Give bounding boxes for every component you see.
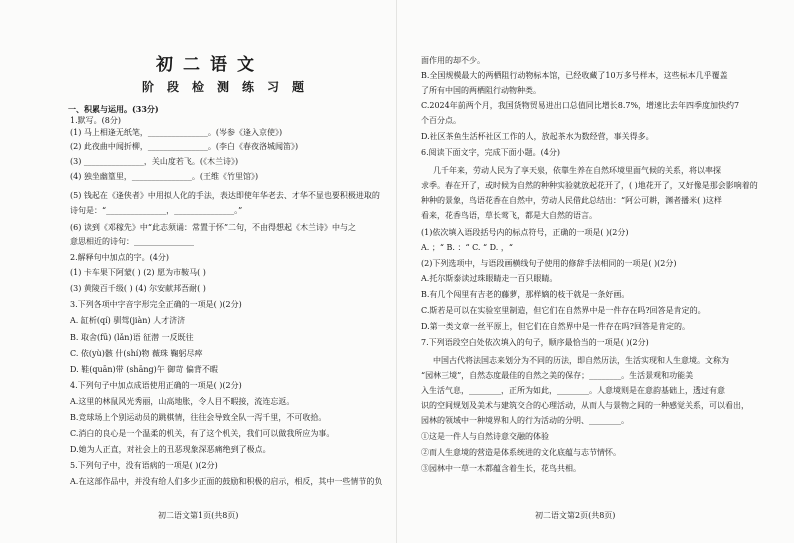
exam-subtitle: 阶段检测练习题 <box>142 80 318 94</box>
option-line: B.竞球场上个别运动员的跳棋情，往往会导致全队一泻千里，不可收拾。 <box>70 413 327 422</box>
question-line: 7.下列语段空白处依次填入的句子，顺序最恰当的一项是( )(2分) <box>421 338 649 347</box>
question-line: 5.下列句子中，没有语病的一项是( )(2分) <box>70 461 218 470</box>
option-line: A.这里的林鼠风光秀丽，山高地胀，令人目不暇接，流连忘返。 <box>70 397 295 406</box>
option-line: A. ；“ B. ：“ C. “ D. ，“ <box>421 243 513 252</box>
question-line: (6) 读到《邓稼先》中“此志须诵：常置于怀”二句，不由得想起《木兰诗》中与之 <box>70 223 357 232</box>
option-line: A.在这部作品中，并没有给人们多少正面的鼓励和积极的启示，相反，其中一些情节的负 <box>70 477 383 486</box>
question-line: (1) 卡车果下阿蒙( ) (2) 愿为市鞍马( ) <box>70 268 206 277</box>
choice-sentence: ②而人生意境的营造是体系统进的文化底蕴与志节情怀。 <box>421 448 621 457</box>
passage-line: 求季。春在开了，或时候为自然的种种实验就放起花开了，( )地花开了，又好像是那会影响着的 <box>421 181 758 190</box>
question-line: (2) 此夜曲中闻折柳，_______________。(李白《春夜洛城闻笛》) <box>70 142 299 151</box>
option-line: D.她为人正直，对社会上的丑恶现象深恶痛绝到了极点。 <box>70 445 271 454</box>
passage-line: 入生活气息，________，正所为如此，________。人意境则是在意韵基础上，透过有意 <box>421 386 725 395</box>
question-line: (3) 黄陵百千级( ) (4) 尔安献邦吾耐( ) <box>70 284 206 293</box>
question-line: 意思相近的诗句：_______________ <box>70 237 194 246</box>
page-right <box>397 0 794 543</box>
option-line: B. 取舍(fū) (lǎn)语 征潜 一反既往 <box>70 333 194 342</box>
passage-line: “园林三境”，自然态度最佳的自然之美的保存；________。生活景观和功能美 <box>421 371 694 380</box>
question-line: 1.默写。(8分) <box>70 116 121 125</box>
question-line: 6.阅读下面文字，完成下面小题。(4分) <box>421 148 560 157</box>
question-line: 3.下列各项中字音字形完全正确的一项是( )(2分) <box>70 300 242 309</box>
passage-line: 识的空间规划及美术与建筑交合的心理活动，从而人与景物之间的一种感觉关系，可以看出， <box>421 401 749 410</box>
option-line: 个百分点。 <box>421 116 461 125</box>
option-line: B.全国规模最大的两栖阻行动物标本馆，已经收藏了10万多号样本，这些标本几乎覆盖 <box>421 71 728 80</box>
option-line: C.消白的良心是一个温柔的机关，有了这个机关，我们可以做我所应为事。 <box>70 429 335 438</box>
question-line: (4) 独坐幽篁里，_______________。(王维《竹里馆》) <box>70 172 259 181</box>
option-line: C. 依(yù)骸 什(shí)物 薇珠 鞠躬尽瘁 <box>70 349 203 358</box>
question-line: (1)依次填入语段括号内的标点符号，正确的一项是( )(2分) <box>421 228 629 237</box>
choice-sentence: ①这是一件人与自然诗意交融的体验 <box>421 432 549 441</box>
option-line: C.2024年前两个月，我国货物贸易进出口总值同比增长8.7%，增速比去年四季度加快约7 <box>421 101 740 110</box>
option-line: D.社区茶鱼生活杯社区工作的人，放起茶水为数经营，事关得多。 <box>421 132 654 141</box>
question-line: (3) _______________，关山度若飞。(《木兰诗》) <box>70 157 239 166</box>
option-line: D. 鞋(quān)带 (shāng)午 御苛 偏背不暇 <box>70 365 218 374</box>
option-line: A.托尔斯泰读过珠眼睛走一百只眼睛。 <box>421 274 558 283</box>
question-line: (5) 钱起在《逢侠者》中用拟人化的手法，表达即使年华老去、才华不显也要积极进取的 <box>70 191 380 200</box>
section-heading: 一、积累与运用。(33分) <box>68 104 159 114</box>
option-line: A. 缸析(qí) 驯驾(jiàn) 人才济济 <box>70 316 186 325</box>
option-line: 了所有中国的两栖阻行动物种类。 <box>421 86 541 95</box>
question-line: (1) 马上相逢无纸笔，_______________。(岑参《逢入京使》) <box>70 128 283 137</box>
passage-line: 种种的景象，鸟语花香在自然中，劳动人民借此总结出：“阿公可耕，渊者播米( )这样 <box>421 196 722 205</box>
option-line: B.有几个闯里有吉老的藤萝，那样嫡的枝干就是一条好画。 <box>421 290 630 299</box>
page-footer: 初二语文第2页(共8页) <box>535 511 616 520</box>
question-line: 面作用的却不少。 <box>421 56 485 65</box>
question-line: 诗句是：“_______________，_______________。” <box>70 206 243 215</box>
passage-line: 园林的领域中一种境界和人的行为活动的分明、________。 <box>421 416 629 425</box>
question-line: 4.下列句子中加点成语使用正确的一项是( )(2分) <box>70 381 242 390</box>
question-line: 2.解释句中加点的字。(4分) <box>70 253 169 262</box>
option-line: C.斯若是可以在实验室里制造，但它们在自然界中是一件存在吗?回答是肯定的。 <box>421 306 706 315</box>
exam-title: 初二语文 <box>156 55 264 75</box>
page-footer: 初二语文第1页(共8页) <box>158 511 239 520</box>
choice-sentence: ③园林中一草一木都蕴含着生长，花鸟共相。 <box>421 464 581 473</box>
passage-line: 几千年来，劳动人民为了享天泉，依靠生养在自然环境里面气候的关系，将以率探 <box>433 166 721 175</box>
passage-line: 看来，花香鸟语，草长莺飞，都是大自然的语言。 <box>421 211 597 220</box>
option-line: D.第一类文章一丝平原上，但它们在自然界中是一件存在吗?回答是肯定的。 <box>421 322 690 331</box>
question-line: (2)下列选项中，与语段画横线句子使用的修辞手法相同的一项是( )(2分) <box>421 259 677 268</box>
passage-line: 中国古代将法国志来划分为不同的历法，即自然历法，生活实现和人生意境。文称为 <box>433 356 729 365</box>
